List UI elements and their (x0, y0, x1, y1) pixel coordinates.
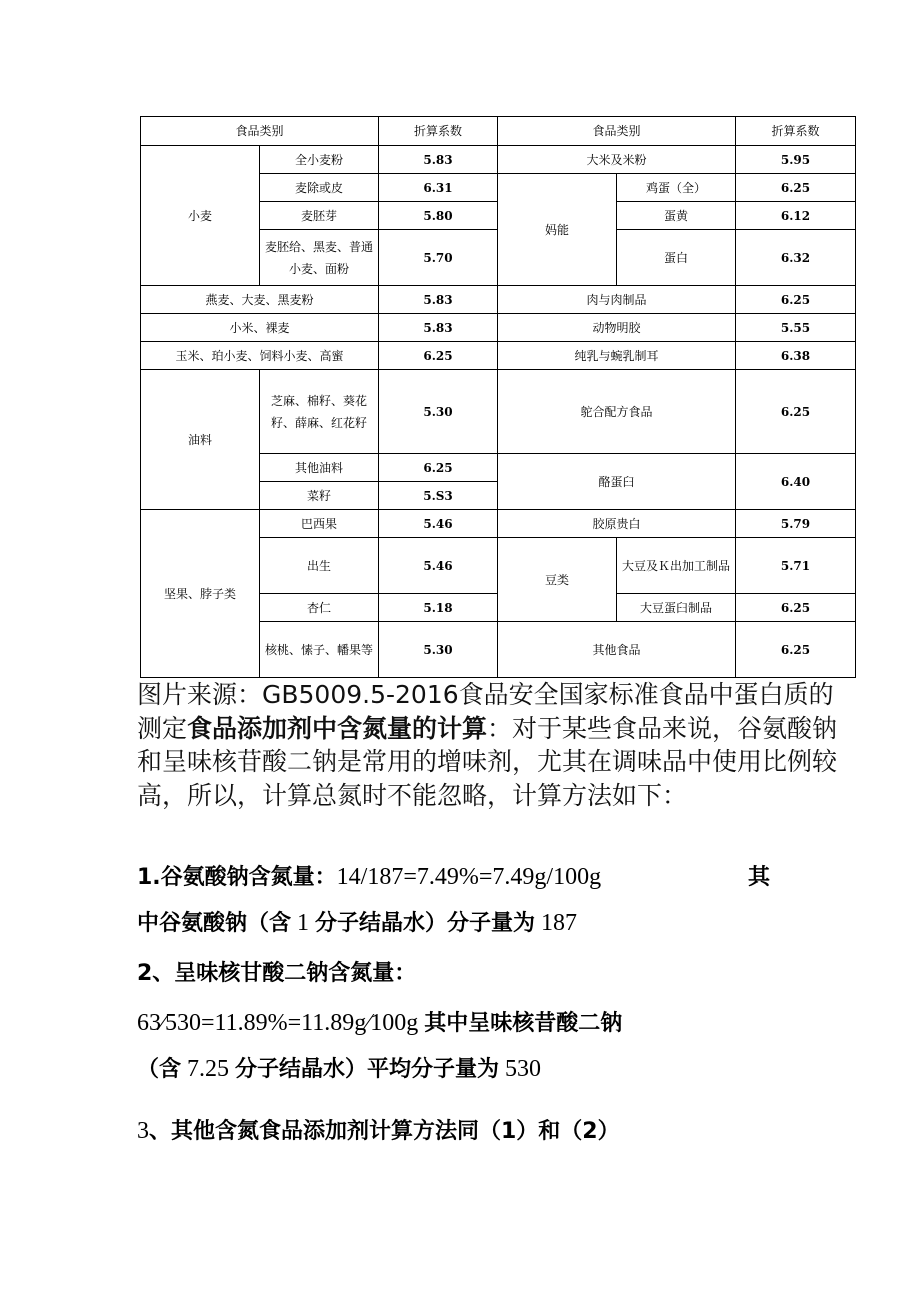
step-1-label: 1.谷氨酸钠含氮量： (137, 865, 337, 890)
group-oilseed: 油料 (141, 370, 260, 510)
factor-value: 5.95 (736, 146, 856, 174)
factor-value: 6.38 (736, 342, 856, 370)
step-1-tail-text: 其 (748, 865, 771, 890)
factor-value: 5.83 (379, 146, 498, 174)
food-name: 芝麻、棉籽、葵花籽、薛麻、红花籽 (260, 370, 379, 454)
food-name: 麦除或皮 (260, 174, 379, 202)
table-row (141, 510, 856, 538)
step-1-note (137, 906, 577, 937)
step-2-note (137, 1052, 541, 1083)
food-name: 麦胚给、黑麦、普通小麦、面粉 (260, 230, 379, 286)
group-nuts: 坚果、脖子类 (141, 510, 260, 678)
table-row (141, 314, 856, 342)
factor-value: 6.31 (379, 174, 498, 202)
food-name: 出生 (260, 538, 379, 594)
step-3-line (137, 1114, 620, 1145)
food-name: 大米及米粉 (498, 146, 736, 174)
step-2-note-a: 其中呈味核昔酸二钠 (424, 1011, 623, 1036)
food-name: 胶原贵白 (498, 510, 736, 538)
factor-value: 6.40 (736, 454, 856, 510)
food-name: 核桃、愫子、幡果等 (260, 622, 379, 678)
food-name: 大豆蛋臼制品 (617, 594, 736, 622)
table-row (141, 342, 856, 370)
step-2-note-num: 7.25 (187, 1056, 230, 1082)
factor-value: 6.25 (736, 370, 856, 454)
step-3-number: 3 (137, 1118, 149, 1144)
factor-value: 5.30 (379, 370, 498, 454)
step-1-line (137, 860, 601, 891)
step-1-formula: 14/187=7.49%=7.49g/100g (336, 864, 602, 890)
intro-paragraph (137, 678, 847, 812)
step-2-label: 2、呈味核甘酸二钠含氮量： (137, 961, 417, 986)
step-1-note-b: 分子结晶水）分子量为 (315, 911, 536, 936)
header-food-category-2: 食品类别 (498, 117, 736, 146)
factor-value: 6.25 (736, 594, 856, 622)
group-egg: 妈能 (498, 174, 617, 286)
factor-value: 6.25 (379, 454, 498, 482)
food-name: 其他食品 (498, 622, 736, 678)
food-name: 玉米、珀小麦、饲料小麦、高蜜 (141, 342, 379, 370)
food-name: 杏仁 (260, 594, 379, 622)
factor-value: 6.32 (736, 230, 856, 286)
factor-value: 5.83 (379, 314, 498, 342)
food-name: 菜籽 (260, 482, 379, 510)
food-name: 麦胚芽 (260, 202, 379, 230)
factor-value: 6.25 (379, 342, 498, 370)
nitrogen-factor-table (140, 116, 856, 678)
header-factor-1: 折算系数 (379, 117, 498, 146)
step-2-molecular-weight: 530 (505, 1056, 542, 1082)
step-1-note-a: 中谷氨酸钠（含 (137, 911, 292, 936)
table-row (141, 286, 856, 314)
step-1-note-num: 1 (297, 910, 310, 936)
factor-value: 5.79 (736, 510, 856, 538)
factor-value: 5.71 (736, 538, 856, 594)
step-3-text: 、其他含氮食品添加剂计算方法同（1）和（2） (149, 1119, 620, 1144)
food-name: 蛋黄 (617, 202, 736, 230)
step-1-tail (748, 860, 770, 891)
food-name: 纯乳与蜿乳制耳 (498, 342, 736, 370)
food-name: 大豆及Ｋ出加工制品 (617, 538, 736, 594)
header-food-category-1: 食品类别 (141, 117, 379, 146)
factor-value: 5.83 (379, 286, 498, 314)
step-2-line (137, 956, 416, 987)
step-1-molecular-weight: 187 (541, 910, 578, 936)
group-bean: 豆类 (498, 538, 617, 622)
food-name: 鸵合配方食品 (498, 370, 736, 454)
food-name: 全小麦粉 (260, 146, 379, 174)
intro-heading: 食品添加剂中含氮量的计算 (187, 713, 488, 743)
step-2-note-b: （含 (137, 1057, 182, 1082)
factor-value: 5.55 (736, 314, 856, 342)
factor-value: 5.30 (379, 622, 498, 678)
food-name: 动物明胶 (498, 314, 736, 342)
factor-value: 5.46 (379, 510, 498, 538)
factor-value: 5.18 (379, 594, 498, 622)
food-name: 鸡蛋（全） (617, 174, 736, 202)
food-name: 燕麦、大麦、黑麦粉 (141, 286, 379, 314)
table-header-row (141, 117, 856, 146)
food-name: 巴西果 (260, 510, 379, 538)
food-name: 酪蛋臼 (498, 454, 736, 510)
intro-source-text: 图片来源：GB5009.5-2016食品安全国家标准食品中蛋白质的测定 (137, 680, 834, 743)
factor-value: 5.46 (379, 538, 498, 594)
step-2-note-c: 分子结晶水）平均分子量为 (235, 1057, 500, 1082)
food-name: 其他油料 (260, 454, 379, 482)
factor-value: 5.80 (379, 202, 498, 230)
food-name: 肉与肉制品 (498, 286, 736, 314)
table-row (141, 370, 856, 454)
step-2-formula: 63⁄530=11.89%=11.89g⁄100g (137, 1010, 419, 1036)
factor-value: 5.70 (379, 230, 498, 286)
factor-value: 6.25 (736, 174, 856, 202)
factor-value: 6.25 (736, 286, 856, 314)
factor-value: 5.S3 (379, 482, 498, 510)
intro-body-text: ：对于某些食品来说，谷氨酸钠和呈味核苷酸二钠是常用的增味剂，尤其在调味品中使用比例较高，所以，计算总氮时不能忽略，计算方法如下： (137, 713, 838, 810)
step-2-formula-line (137, 1006, 622, 1037)
food-name: 小米、裸麦 (141, 314, 379, 342)
group-wheat: 小麦 (141, 146, 260, 286)
factor-value: 6.12 (736, 202, 856, 230)
header-factor-2: 折算系数 (736, 117, 856, 146)
table-row (141, 146, 856, 174)
factor-value: 6.25 (736, 622, 856, 678)
food-name: 蛋白 (617, 230, 736, 286)
